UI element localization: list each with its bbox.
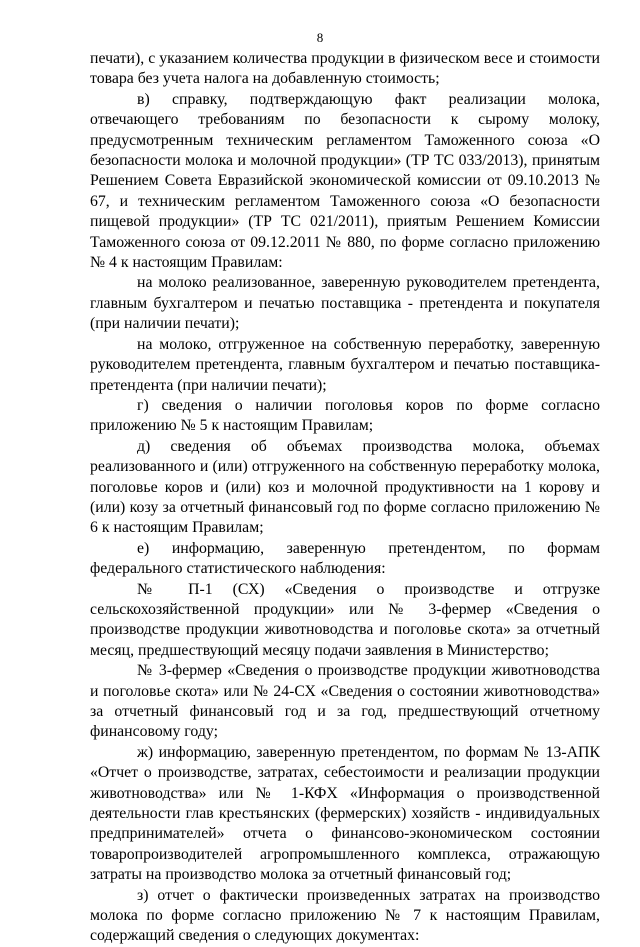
- paragraph-g: г) сведения о наличии поголовья коров по форме согласно приложению № 5 к настоящим Правилам;: [90, 396, 600, 435]
- paragraph-v-2: на молоко, отгруженное на собственную переработку, заверенную руководителем претендента, главным бухгалтером и печатью поставщика-претендента (при наличии печати);: [90, 335, 600, 394]
- paragraph-e-2: № 3-фермер «Сведения о производстве продукции животноводства и поголовье скота» или № 24-СХ «Сведения о состоянии животноводства» за отчетный финансовый год и за год, предшествующий отчетному финансовому году;: [90, 662, 600, 741]
- paragraph-zh: ж) информацию, заверенную претендентом, по формам № 13-АПК «Отчет о производстве, затратах, себестоимости и реализации продукции животноводства» или № 1-КФХ «Информация о производственной деятельности глав крестьянских (фермерских) хозяйств - индивидуальных предпринимателей» отчета о финансово-экономическом состоянии товаропроизводителей агропромышленного комплекса, отражающую затраты на производство молока за отчетный финансовый год;: [90, 743, 600, 884]
- paragraph-v-1: на молоко реализованное, заверенную руководителем претендента, главным бухгалтером и печатью поставщика - претендента и покупателя (при наличии печати);: [90, 274, 600, 333]
- paragraph-e: е) информацию, заверенную претендентом, по формам федерального статистического наблюдения:: [90, 539, 600, 578]
- paragraph-z: з) отчет о фактически произведенных затратах на производство молока по форме согласно приложению № 7 к настоящим Правилам, содержащий сведения о следующих документах:: [90, 886, 600, 945]
- document-body: [90, 49, 600, 947]
- paragraph-e-1: № П-1 (СХ) «Сведения о производстве и отгрузке сельскохозяйственной продукции» или № 3-фермер «Сведения о производстве продукции животноводства и поголовье скота» за отчетный месяц, предшествующий месяцу подачи заявления в Министерство;: [90, 580, 600, 659]
- paragraph-continuation: печати), с указанием количества продукции в физическом весе и стоимости товара без учета налога на добавленную стоимость;: [90, 50, 600, 88]
- paragraph-v: в) справку, подтверждающую факт реализации молока, отвечающего требованиям по безопасности к сырому молоку, предусмотренным техническим регламентом Таможенного союза «О безопасности молока и молочной продукции» (ТР ТС 033/2013), принятым Решением Совета Евразийской экономической комиссии от 09.10.2013 № 67, и техническим регламентом Таможенного союза «О безопасности пищевой продукции» (ТР ТС 021/2011), приятым Решением Комиссии Таможенного союза от 09.12.2011 № 880, по форме согласно приложению № 4 к настоящим Правилам:: [90, 90, 600, 272]
- page-number: 8: [316, 30, 324, 45]
- paragraph-d: д) сведения об объемах производства молока, объемах реализованного и (или) отгруженного на собственную переработку молока, поголовье коров и (или) коз и молочной продуктивности на 1 корову и (или) козу за отчетный финансовый год по форме согласно приложению № 6 к настоящим Правилам;: [90, 437, 600, 537]
